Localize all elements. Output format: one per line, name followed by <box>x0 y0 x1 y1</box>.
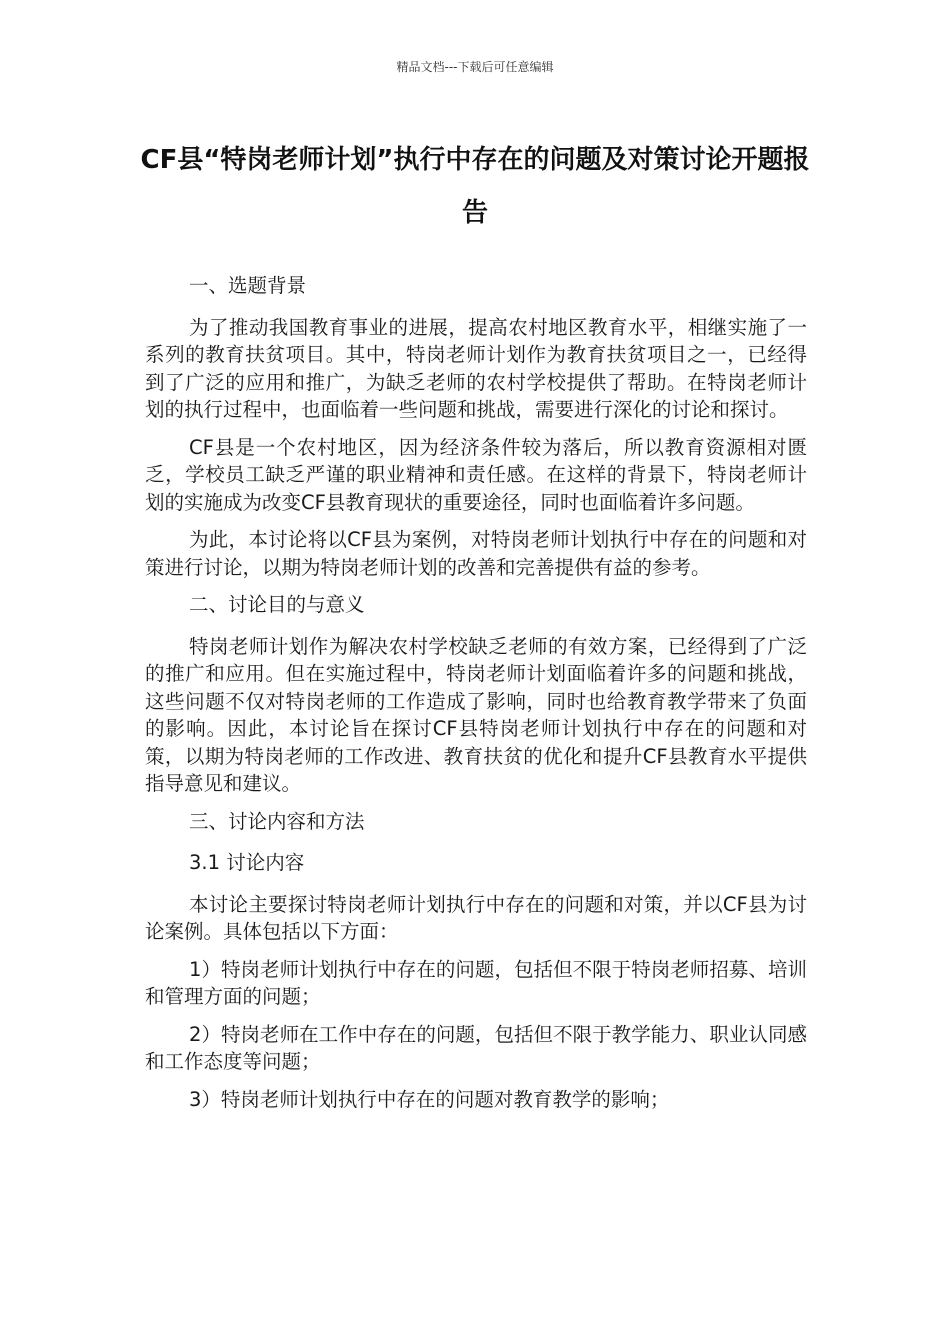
list-item: 3）特岗老师计划执行中存在的问题对教育教学的影响； <box>189 1087 670 1111</box>
list-item: 2）特岗老师在工作中存在的问题，包括但不限于教学能力、职业认同感和工作态度等问题； <box>145 1022 807 1073</box>
section-heading: 一、选题背景 <box>189 274 307 297</box>
paragraph: 为了推动我国教育事业的进展，提高农村地区教育水平，相继实施了一系列的教育扶贫项目。其中，特岗老师计划作为教育扶贫项目之一，已经得到了广泛的应用和推广，为缺乏老师的农村学校提供了帮助。在特岗老师计划的执行过程中，也面临着一些问题和挑战，需要进行深化的讨论和探讨。 <box>145 315 807 421</box>
document-body <box>145 272 807 1123</box>
section-heading: 二、讨论目的与意义 <box>189 593 365 616</box>
document-title: CF县“特岗老师计划”执行中存在的问题及对策讨论开题报告 <box>140 145 810 228</box>
paragraph: 为此，本讨论将以CF县为案例，对特岗老师计划执行中存在的问题和对策进行讨论，以期为特岗老师计划的改善和完善提供有益的参考。 <box>145 528 807 579</box>
subsection-heading: 3.1 讨论内容 <box>189 851 305 874</box>
paragraph: 本讨论主要探讨特岗老师计划执行中存在的问题和对策，并以CF县为讨论案例。具体包括以下方面： <box>145 892 807 943</box>
paragraph: CF县是一个农村地区，因为经济条件较为落后，所以教育资源相对匮乏，学校员工缺乏严谨的职业精神和责任感。在这样的背景下，特岗老师计划的实施成为改变CF县教育现状的重要途径，同时也面临着许多问题。 <box>145 435 807 514</box>
header-note: 精品文档---下载后可任意编辑 <box>396 60 554 74</box>
paragraph: 特岗老师计划作为解决农村学校缺乏老师的有效方案，已经得到了广泛的推广和应用。但在实施过程中，特岗老师计划面临着许多的问题和挑战，这些问题不仅对特岗老师的工作造成了影响，同时也给教育教学带来了负面的影响。因此，本讨论旨在探讨CF县特岗老师计划执行中存在的问题和对策，以期为特岗老师的工作改进、教育扶贫的优化和提升CF县教育水平提供指导意见和建议。 <box>145 634 807 795</box>
list-item: 1）特岗老师计划执行中存在的问题，包括但不限于特岗老师招募、培训和管理方面的问题； <box>145 957 807 1008</box>
section-heading: 三、讨论内容和方法 <box>189 809 365 833</box>
